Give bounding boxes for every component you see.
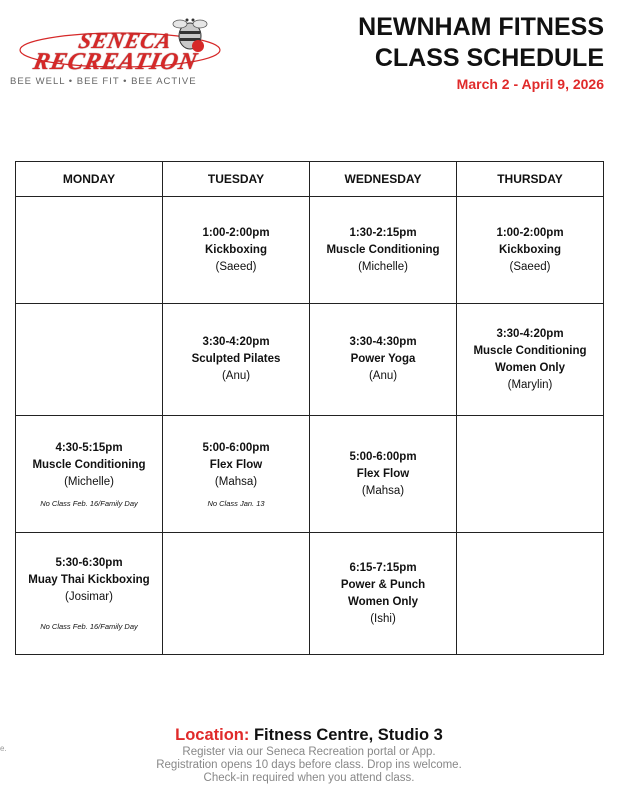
class-cell (310, 416, 457, 533)
class-cell (16, 533, 163, 655)
class-cell (163, 304, 310, 416)
class-cell (310, 197, 457, 304)
class-time: 3:30-4:20pm (496, 327, 564, 340)
footer (0, 724, 618, 785)
location-line (0, 724, 618, 746)
class-time: 1:00-2:00pm (202, 226, 270, 239)
table-row (16, 533, 604, 655)
class-name-line-2: Women Only (494, 361, 566, 374)
class-name: Sculpted Pilates (191, 353, 281, 365)
class-note: No Class Feb. 16/Family Day (40, 498, 138, 508)
logo-word-seneca: SENECA (76, 28, 175, 53)
empty-cell (457, 416, 604, 533)
class-cell (16, 416, 163, 533)
class-time: 4:30-5:15pm (55, 441, 123, 454)
class-time: 5:30-6:30pm (55, 557, 123, 569)
class-time: 3:30-4:30pm (349, 336, 417, 348)
class-time: 6:15-7:15pm (349, 561, 417, 574)
class-name: Power & Punch (340, 578, 426, 591)
class-instructor: (Saeed) (215, 260, 257, 273)
class-cell (310, 304, 457, 416)
table-row (16, 197, 604, 304)
location-value: Fitness Centre, Studio 3 (249, 726, 443, 744)
schedule-table (15, 161, 604, 655)
class-time: 1:30-2:15pm (349, 226, 417, 239)
class-time: 1:00-2:00pm (496, 226, 564, 239)
registration-info-1: Register via our Seneca Recreation portal or App. (182, 746, 436, 758)
day-header-thursday: THURSDAY (457, 162, 604, 197)
class-instructor: (Josimar) (65, 591, 113, 603)
class-cell (163, 197, 310, 304)
class-name: Kickboxing (499, 243, 561, 256)
class-instructor: (Michelle) (64, 475, 114, 488)
empty-cell (16, 197, 163, 304)
page-title (358, 12, 604, 94)
margin-mark: e. (0, 744, 7, 753)
class-instructor: (Michelle) (358, 260, 408, 273)
day-header-tuesday: TUESDAY (163, 162, 310, 197)
table-row (16, 416, 604, 533)
class-name: Flex Flow (356, 467, 410, 480)
class-cell (310, 533, 457, 655)
day-header-wednesday: WEDNESDAY (310, 162, 457, 197)
class-cell (163, 416, 310, 533)
location-label: Location: (175, 726, 250, 744)
seneca-recreation-logo (8, 10, 223, 87)
class-instructor: (Marylin) (507, 378, 553, 391)
day-header-monday: MONDAY (16, 162, 163, 197)
class-name: Muscle Conditioning (326, 243, 440, 256)
class-cell (457, 304, 604, 416)
class-cell (457, 197, 604, 304)
class-time: 3:30-4:20pm (202, 336, 270, 348)
class-time: 5:00-6:00pm (202, 441, 270, 454)
class-instructor: (Anu) (221, 370, 251, 382)
empty-cell (457, 533, 604, 655)
registration-info-3: Check-in required when you attend class. (203, 772, 415, 784)
class-name: Kickboxing (205, 243, 267, 256)
registration-info-2: Registration opens 10 days before class. Drop ins welcome. (156, 759, 462, 771)
date-range: March 2 - April 9, 2026 (456, 76, 604, 92)
class-name: Flex Flow (209, 458, 263, 471)
class-name: Power Yoga (350, 353, 416, 365)
class-note: No Class Feb. 16/Family Day (40, 622, 138, 631)
class-name-line-2: Women Only (347, 595, 419, 608)
class-name: Muscle Conditioning (473, 344, 587, 357)
class-name: Muscle Conditioning (32, 458, 146, 471)
logo-tagline: BEE WELL • BEE FIT • BEE ACTIVE (10, 76, 197, 87)
title-line-1: NEWNHAM FITNESS (358, 13, 604, 41)
class-note: No Class Jan. 13 (207, 498, 265, 508)
empty-cell (163, 533, 310, 655)
empty-cell (16, 304, 163, 416)
table-row (16, 304, 604, 416)
class-instructor: (Mahsa) (361, 484, 405, 497)
class-instructor: (Ishi) (370, 612, 396, 625)
class-instructor: (Mahsa) (214, 475, 258, 488)
class-name: Muay Thai Kickboxing (28, 574, 150, 586)
class-instructor: (Saeed) (509, 260, 551, 273)
class-time: 5:00-6:00pm (349, 450, 417, 463)
title-line-2: CLASS SCHEDULE (374, 44, 604, 72)
logo-word-recreation: RECREATION (31, 49, 200, 75)
day-header-row (16, 162, 604, 197)
class-instructor: (Anu) (368, 370, 398, 382)
